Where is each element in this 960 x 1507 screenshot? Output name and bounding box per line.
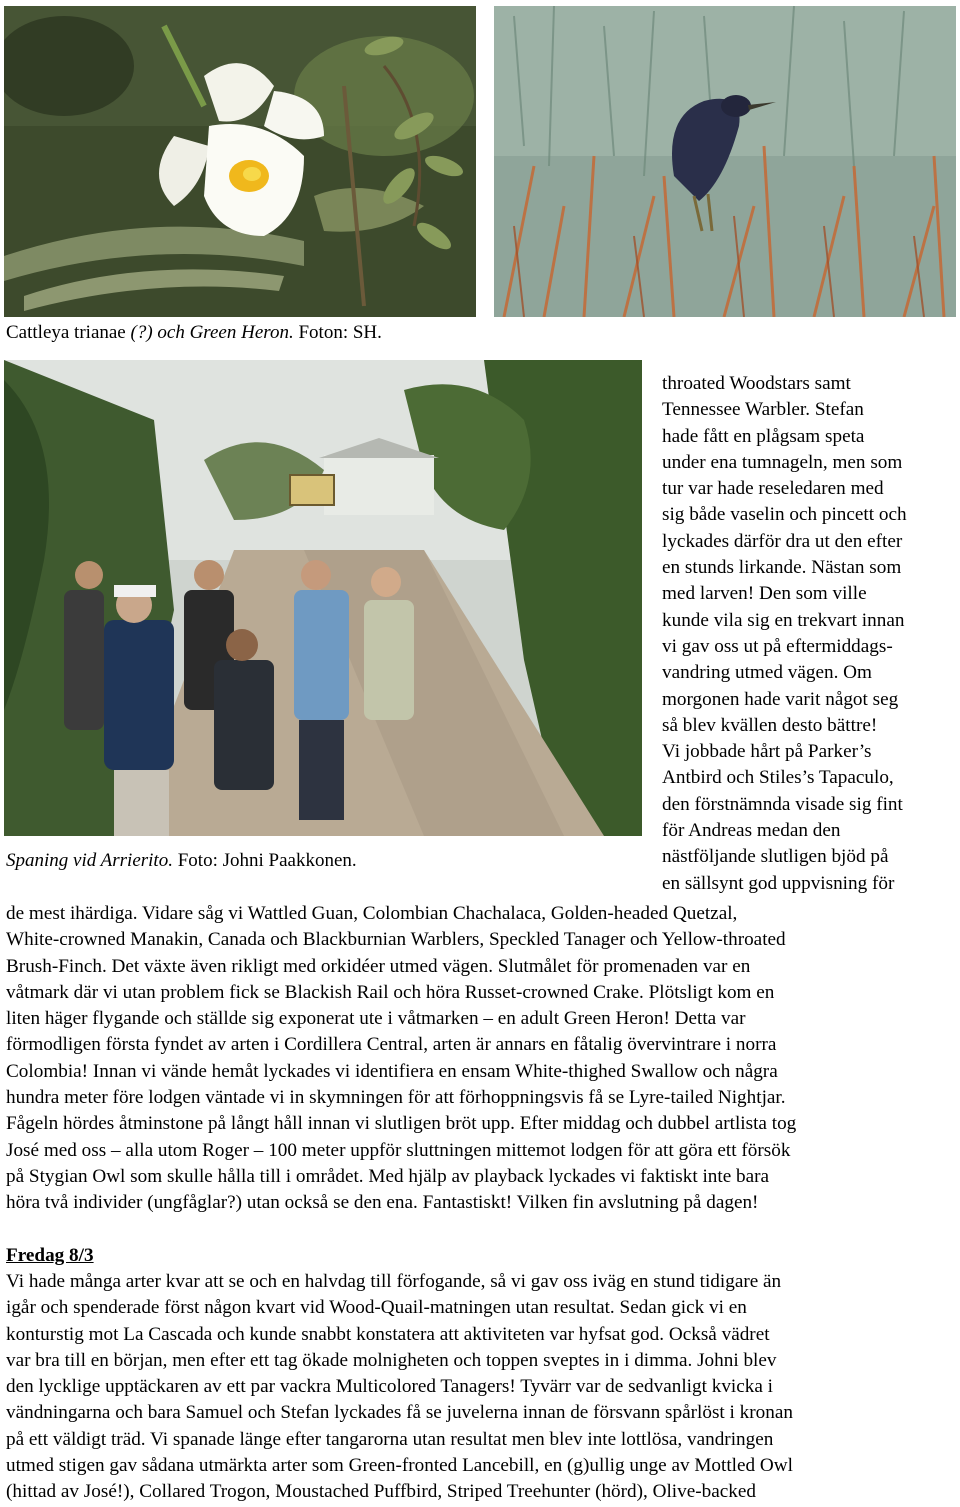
text-line: var bra till en början, men efter ett tag ökade molnigheten och toppen sveptes in i dimma. Johni blev <box>6 1349 777 1371</box>
text-line: nästföljande slutligen bjöd på <box>662 846 889 868</box>
orchid-image <box>4 6 476 317</box>
text-line: Brush-Finch. Det växte även rikligt med orkidéer utmed vägen. Slutmålet för promenaden var en <box>6 955 751 977</box>
text-line: på Stygian Owl som skulle hålla till i området. Med hjälp av playback lyckades vi faktiskt inte bara <box>6 1165 770 1187</box>
text-line: den lycklige upptäckaren av ett par vackra Multicolored Tanagers! Tyvärr var de sedvanligt kvicka i <box>6 1376 774 1398</box>
text-line: de mest ihärdiga. Vidare såg vi Wattled Guan, Colombian Chachalaca, Golden-headed Quetzal, <box>6 903 738 924</box>
text-line: utmed stigen gav sådana utmärkta arter som Green-fronted Lancebill, en (g)ullig unge av Mottled Owl <box>6 1455 793 1477</box>
text-line: tur var hade reseledaren med <box>662 478 884 500</box>
text-line: konturstig mot La Cascada och kunde snabbt konstatera att aktiviteten var hyfsat god. Också vädret <box>6 1323 770 1345</box>
text-line: en stunds lirkande. Nästan som <box>662 557 902 579</box>
caption-species: Cattleya trianae <box>6 322 131 343</box>
text-line: så blev kvällen desto bättre! <box>662 714 878 736</box>
text-line: Fågeln hördes åtminstone på långt håll innan vi slutligen bröt upp. Efter middag och dubbel artlista tog <box>6 1113 797 1135</box>
text-line: vi gav oss ut på eftermiddags- <box>662 635 893 657</box>
text-line: Colombia! Innan vi vände hemåt lyckades vi identifiera en ensam White-thighed Swallow och några <box>6 1060 778 1082</box>
heron-image <box>494 6 956 317</box>
text-line: lyckades därför dra ut den efter <box>662 530 903 552</box>
text-line: liten häger flygande och ställde sig exponerat ute i våtmarken – en adult Green Heron! Detta var <box>6 1008 746 1030</box>
caption-credit: Foton: SH. <box>293 322 382 343</box>
text-line: igår och spenderade först någon kvart vid Wood-Quail-matningen utan resultat. Sedan gick vi en <box>6 1297 747 1319</box>
text-line: en sällsynt god uppvisning för <box>662 872 895 894</box>
orchid-photo <box>4 6 476 317</box>
side-column-text <box>662 371 958 897</box>
caption-place: Spaning vid Arrierito. <box>6 850 173 871</box>
birders-image <box>4 360 642 836</box>
text-line: hundra meter före lodgen väntade vi in skymningen för att förhoppningsvis få se Lyre-tailed Nightjar. <box>6 1087 786 1109</box>
text-line: sig både vaselin och pincett och <box>662 504 907 526</box>
text-line: den förstnämnda visade sig fint <box>662 793 903 815</box>
photo-caption-top <box>6 322 382 344</box>
text-line: Vi hade många arter kvar att se och en halvdag till förfogande, så vi gav oss iväg en stund tidigare än <box>6 1271 782 1292</box>
text-line: på ett väldigt träd. Vi spanade länge efter tangarorna utan resultat men blev inte lottlösa, vandringen <box>6 1428 774 1450</box>
text-line: vandring utmed vägen. Om <box>662 662 872 684</box>
photo-caption-bottom <box>6 850 357 872</box>
text-line: kunde vila sig en trekvart innan <box>662 609 905 631</box>
text-line: för Andreas medan den <box>662 820 841 842</box>
main-paragraph <box>6 901 958 1217</box>
text-line: throated Woodstars samt <box>662 373 851 394</box>
caption-credit: Foto: Johni Paakkonen. <box>172 850 357 871</box>
text-line: vändningarna och bara Samuel och Stefan lyckades få se juvelerna innan de försvann spårlöst i kronan <box>6 1402 793 1424</box>
section-heading: Fredag 8/3 <box>6 1245 94 1266</box>
text-line: Tennessee Warbler. Stefan <box>662 399 864 421</box>
friday-paragraph <box>6 1269 958 1506</box>
text-line: White-crowned Manakin, Canada och Blackburnian Warblers, Speckled Tanager och Yellow-throated <box>6 929 786 951</box>
text-line: hade fått en plågsam speta <box>662 425 865 447</box>
caption-species-note: (?) och Green Heron. <box>130 322 294 343</box>
text-line: med larven! Den som ville <box>662 583 867 605</box>
text-line: förmodligen första fyndet av arten i Cordillera Central, arten är annars en fåtalig övervintrare i norra <box>6 1034 777 1056</box>
text-line: (hittad av José!), Collared Trogon, Moustached Puffbird, Striped Treehunter (hörd), Olive-backed <box>6 1481 756 1503</box>
text-line: Antbird och Stiles’s Tapaculo, <box>662 767 894 789</box>
heron-photo <box>494 6 956 317</box>
text-line: morgonen hade varit något seg <box>662 688 899 710</box>
text-line: Vi jobbade hårt på Parker’s <box>662 741 872 763</box>
text-line: José med oss – alla utom Roger – 100 meter uppför sluttningen mittemot lodgen för att göra ett försök <box>6 1139 791 1161</box>
birders-photo <box>4 360 642 836</box>
text-line: våtmark där vi utan problem fick se Blackish Rail och höra Russet-crowned Crake. Plötsligt kom en <box>6 981 775 1003</box>
text-line: under ena tumnageln, men som <box>662 451 903 473</box>
text-line: höra två individer (ungfåglar?) utan också se den ena. Fantastiskt! Vilken fin avslutning på dagen! <box>6 1192 759 1214</box>
